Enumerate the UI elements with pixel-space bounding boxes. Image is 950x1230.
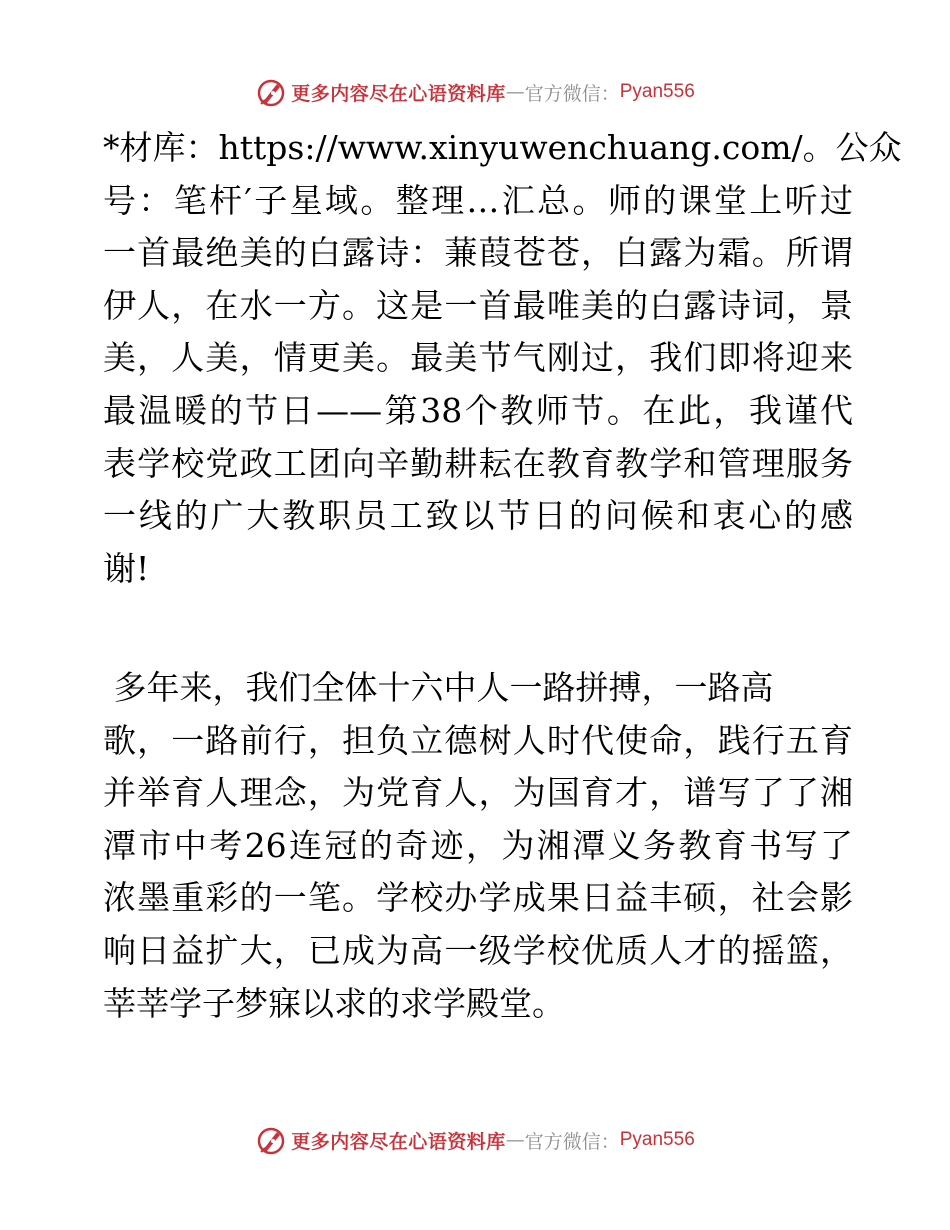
paragraph-2 [103, 662, 853, 1030]
text-line: 美，人美，情更美。最美节气刚过，我们即将迎来 [103, 338, 853, 378]
watermark-brand: 更多内容尽在心语资料库 [291, 82, 506, 105]
text-line: 浓墨重彩的一笔。学校办学成果日益丰硕，社会影 [103, 878, 853, 918]
text-line: 一线的广大教职员工致以节日的问候和衷心的感 [103, 496, 853, 536]
header-watermark [0, 72, 950, 112]
text-line: 伊人，在水一方。这是一首最唯美的白露诗词，景 [103, 285, 853, 325]
watermark-wechat-id: Pyan556 [619, 1129, 695, 1150]
text-line: 响日益扩大，已成为高一级学校优质人才的摇篮， [103, 930, 853, 970]
paragraph-1 [103, 122, 902, 595]
watermark-wechat-label: 官方微信： [524, 82, 620, 105]
quill-logo-icon [255, 76, 287, 108]
watermark-dash: — [505, 81, 525, 103]
text-line: 并举育人理念，为党育人，为国育才，谱写了了湘 [103, 773, 853, 813]
watermark-wechat-id: Pyan556 [619, 81, 695, 102]
text-line: 潭市中考26连冠的奇迹，为湘潭义务教育书写了 [103, 825, 853, 865]
text-line: 谢! [103, 548, 150, 588]
watermark-brand: 更多内容尽在心语资料库 [291, 1130, 506, 1153]
watermark-dash: — [505, 1129, 525, 1151]
text-line: *材库：https://www.xinyuwenchuang.com/。公众 [103, 128, 902, 167]
text-line: 一首最绝美的白露诗：蒹葭苍苍，白露为霜。所谓 [103, 233, 853, 273]
watermark-wechat-label: 官方微信： [524, 1130, 620, 1153]
quill-logo-icon [255, 1124, 287, 1156]
text-line: 号：笔杆′子星域。整理…汇总。师的课堂上听过 [103, 180, 853, 220]
text-line: 莘莘学子梦寐以求的求学殿堂。 [103, 983, 565, 1023]
text-line: 表学校党政工团向辛勤耕耘在教育教学和管理服务 [103, 443, 853, 483]
text-line: 多年来，我们全体十六中人一路拼搏，一路高 [103, 668, 774, 707]
footer-watermark [0, 1120, 950, 1160]
text-line: 歌，一路前行，担负立德树人时代使命，践行五育 [103, 720, 853, 760]
text-line: 最温暖的节日——第38个教师节。在此，我谨代 [103, 390, 853, 430]
